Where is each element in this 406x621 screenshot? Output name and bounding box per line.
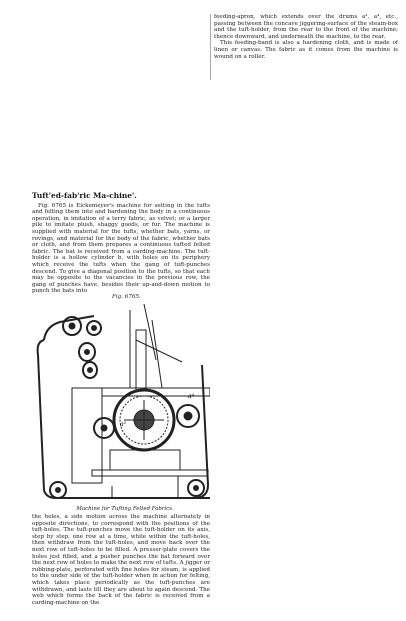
article-continuation: the holes, a side motion across the machine alternately in opposite directions, to correspond with the positions of the tuft-holes. The tuft-punches move the tuft-holder on its axis, step by step, one row at a time, while within the tuft-holes, then withdraw from the tuft-holes, and move back over the next row of tuft-holes to be filled. A presser-plate covers the holes just filled, and a pusher punches the bat forward over the next row of holes to make the next row of tufts. A jigger or rubbing-plate, perforated with fine holes for steam, is applied to the under side of the tuft-holder when in action for felting, which takes place periodically as the tuft-punches are withdrawn, and lasts till they are about to again descend. The web which forms the back of the fabric is received from a carding-machine on the <box>32 514 210 606</box>
figure-caption: Machine for Tufting Felted Fabrics. <box>76 506 174 512</box>
article-continuation-column <box>32 514 210 606</box>
article-body: Fig. 6765 is Eickemeyer's machine for setting in the tufts and felting them into and hardening the body in a continuous operation, in imitation of a terry fabric, as velvet; or a larger pile to imitate plush, shaggy goods, or fur. The machine is supplied with material for the tufts, whether bats, yarns, or rovings, and material for the body of the fabric, whether bats or cloth, and from them prepares a continuous tufted felted fabric. The bat is received from a carding-machine. The tuft-holder is a hollow cylinder b, with holes on its periphery which receive the tufts when the gang of tuft-punches descend. To give a diagonal position to the tufts, so that each may be opposite to the vacancies in the previous row, the gang of punches have, besides their up-and-down motion to punch the bats into <box>32 202 210 295</box>
mark-a-two: a² <box>120 421 126 428</box>
article-column <box>32 193 210 295</box>
machine-engraving <box>32 300 210 505</box>
base-box <box>110 450 180 470</box>
lever-arm <box>136 340 182 362</box>
frame-upright <box>136 330 146 390</box>
belt-left <box>38 340 210 498</box>
belt-right <box>194 365 208 498</box>
right-column-text <box>214 14 398 60</box>
figure-label: Fig. 6765. <box>112 294 141 300</box>
article-heading: Tuft'ed-fab'ric Ma-chine'. <box>32 191 137 200</box>
beam-bottom <box>92 470 208 476</box>
right-paragraph-2: This feeding-band is also a hardening cloth, and is made of linen or canvas. The fabric as it comes from the machine is wound on a roller. <box>214 40 398 60</box>
mark-a-four: a⁴ <box>188 393 194 400</box>
column-rule <box>210 14 211 80</box>
right-paragraph-1: feeding-apron, which extends over the drums a³, a⁴, etc., passing between the concave jiggering-surface of the steam-box and the tuft-holder, from the rear to the front of the machine; thence downward, and underneath the machine, to the rear. <box>214 14 398 40</box>
